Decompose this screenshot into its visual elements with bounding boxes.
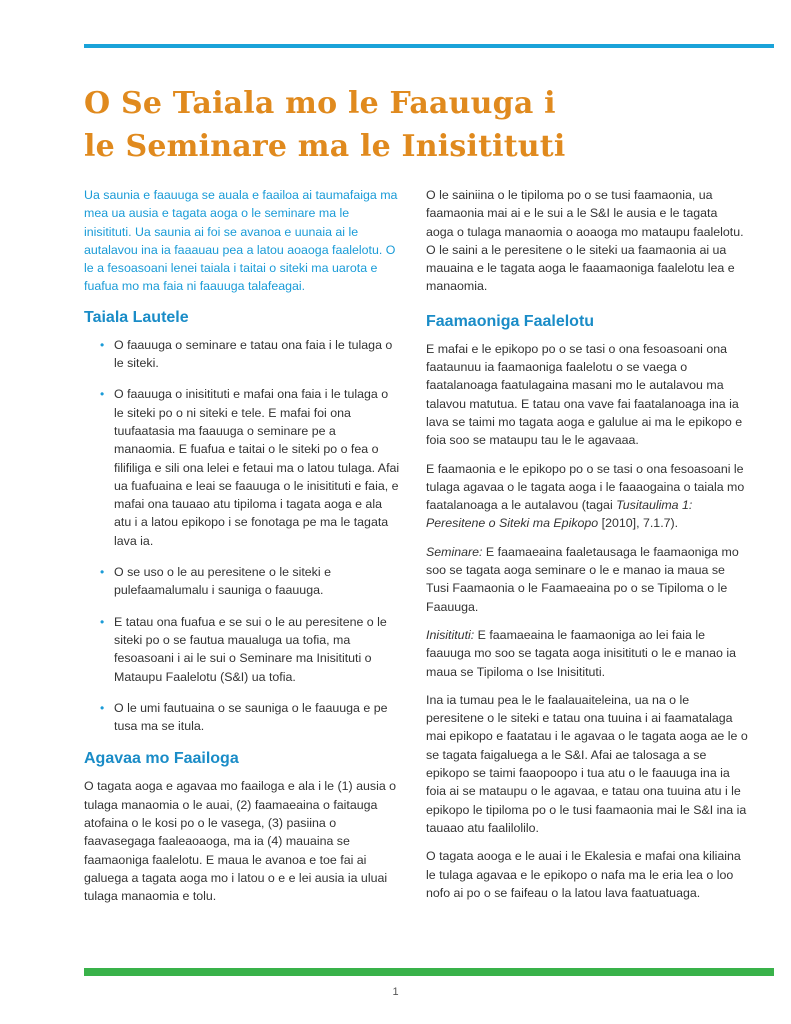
institute-text: E faamaeaina le faamaoniga ao lei faia le faauuga mo soo se tagata aoga inisitituti o le e manao ia maua se Tipiloma o Ise Inisitituti. bbox=[426, 627, 736, 679]
list-item bbox=[84, 336, 400, 373]
page-title bbox=[84, 82, 764, 168]
seminary-label: Seminare: bbox=[426, 544, 483, 559]
list-item bbox=[84, 385, 400, 550]
endorsement-paragraph-2 bbox=[426, 460, 748, 533]
institute-label: Inisitituti: bbox=[426, 627, 475, 642]
seminary-text: E faamaeaina faaletausaga le faamaoniga mo soo se tagata aoga seminare o le e manao ia maua se Tusi Faamaonia o le Faamaeaina po o se Tipiloma o le Faauuga. bbox=[426, 544, 739, 614]
seminary-paragraph bbox=[426, 543, 748, 616]
handbook-reference-end: [2010], 7.1.7). bbox=[598, 516, 679, 531]
list-item bbox=[84, 699, 400, 736]
list-item-text: O faauuga o seminare e tatau ona faia i le tulaga o le siteki. bbox=[114, 337, 393, 371]
bullet-icon: • bbox=[100, 337, 105, 352]
list-item-text: E tatau ona fuafua e se sui o le au peresitene o le siteki po o se fautua maualuga ua tofia, ma fesoasoani i ai le sui o Seminare ma Inisitituti o Mataupu Faalelotu (S&I) ua tofia. bbox=[114, 614, 387, 684]
page-title-line-1: O Se Taiala mo le Faauuga i bbox=[84, 86, 556, 121]
nonmember-paragraph: O tagata aooga e le auai i le Ekalesia e mafai ona kiliaina le tulaga agavaa e le epikopo o nafa ma le eria lea o loo nofo ai po o se faifeau o la latou lava faatuatuaga. bbox=[426, 849, 741, 900]
top-rule bbox=[84, 44, 774, 48]
handbook-reference: Tusitaulima 1: Peresitene o Siteki ma Epikopo bbox=[426, 498, 693, 531]
general-guidelines-section bbox=[84, 308, 400, 736]
endorsement-section bbox=[426, 312, 748, 902]
left-column bbox=[84, 186, 400, 916]
list-item-text: O se uso o le au peresitene o le siteki e pulefaamalumalu i sauniga o faauuga. bbox=[114, 565, 331, 598]
page-title-line-2: le Seminare ma le Inisitituti bbox=[84, 129, 566, 164]
eligibility-section bbox=[84, 749, 400, 905]
bottom-rule bbox=[84, 968, 774, 976]
bullet-icon: • bbox=[100, 700, 105, 715]
bullet-icon: • bbox=[100, 387, 105, 402]
intro-paragraph: Ua saunia e faauuga se auala e faailoa ai taumafaiga ma mea ua ausia e tagata aoga o le seminare ma le inisitituti. Ua saunia ai foi se avanoa e uunaia ai le autalavou ina ia faaauau pea a latou aoaoga faalelotu. O le a fesoasoani lenei taiala i taitai o siteki ma uarota e fuafua mo ma faia ni faauuga talafeagai. bbox=[84, 188, 398, 294]
institute-paragraph bbox=[426, 626, 748, 681]
list-item-text: O faauuga o inisitituti e mafai ona faia i le tulaga o le siteki po o ni siteki e tele. E mafai foi ona tuufaatasia ma faauuga o seminare pe a manaomia. E fuafua e taitai o le siteki po o fea o filifiliga e sili ona lelei e fetaui ma o latou tulaga. Afai ua fuafuaina e leai se faauuga o le inisitituti e faia, e mafai ona tauaao atu tipiloma i tagata aoga e ala atu i a latou epikopo i se fonotaga pe ma le tagata lava ia. bbox=[114, 387, 400, 548]
endorsement-paragraph-2-text: E faamaonia e le epikopo po o se tasi o ona fesoasoani le tulaga agavaa o le tagata aoga i le faaaogaina o taiala mo faatalanoaga a le autalavou (tagai bbox=[426, 461, 745, 513]
bullet-icon: • bbox=[100, 614, 105, 629]
right-column bbox=[426, 186, 748, 912]
eligibility-heading: Agavaa mo Faailoga bbox=[84, 750, 239, 768]
list-item bbox=[84, 613, 400, 686]
eligibility-paragraph: O tagata aoga e agavaa mo faailoga e ala i le (1) ausia o tulaga manaomia o le auai, (2) faamaeaina o faitauga atofaina o le kosi po o le vasega, (3) pasiina o faavasegaga faaleaoaoga, ma ia (4) mauaina se faamaoniga faalelotu. E maua le avanoa e toe fai ai galuega a tagata aoga mo i latou o e e lei ausia ia uluai tulaga manaomia e tolu. bbox=[84, 779, 397, 904]
general-guidelines-heading: Taiala Lautele bbox=[84, 308, 189, 326]
endorsement-paragraph-1: E mafai e le epikopo po o se tasi o ona fesoasoani ona faataunuu ia faamaoniga faalelotu o se vaega o faatalanoaga faatulagaina masani mo le autalavou ma talavou matutua. E tatau ona vave fai faatalanoaga ina ia lava se taimi mo tagata aoga e galulue ai ma le epikopo e foia soo se mataupu tau le le agavaaa. bbox=[426, 341, 743, 448]
list-item bbox=[84, 563, 400, 600]
page-number: 1 bbox=[392, 986, 399, 998]
general-guidelines-list bbox=[84, 336, 400, 736]
list-item-text: O le umi fautuaina o se sauniga o le faauuga e pe tusa ma se itula. bbox=[114, 700, 388, 734]
bullet-icon: • bbox=[100, 565, 105, 580]
diploma-paragraph: O le sainiina o le tipiloma po o se tusi faamaonia, ua faamaonia mai ai e le sui a le S&I le ausia e le tagata aoga o tulaga manaomia o aoaoga mo mataupu faalelotu. O le saini a le peresitene o le siteki ua faamaonia ai ua mauaina e le tagata aoga le faaamaoniga faalelotu lea e manaomia. bbox=[426, 188, 744, 294]
endorsement-heading: Faamaoniga Faalelotu bbox=[426, 312, 595, 330]
confidentiality-paragraph: Ina ia tumau pea le le faalauaiteleina, ua na o le peresitene o le siteki e tatau ona tuuina i ai faamatalaga mai epikopo e faatatau i le agavaa o le tagata aoga ae le o se tagata faigaluega a le S&I. Afai ae talosaga a se epikopo se taimi faaopoopo i tua atu o le faauuga ina ia foia ai se mataupu o le agavaa, e tatau ona tuuina atu i le epikopo le tipiloma po o le tusi faamaonia mai le S&I ina ia tauaao atu faalilolilo. bbox=[426, 692, 748, 835]
